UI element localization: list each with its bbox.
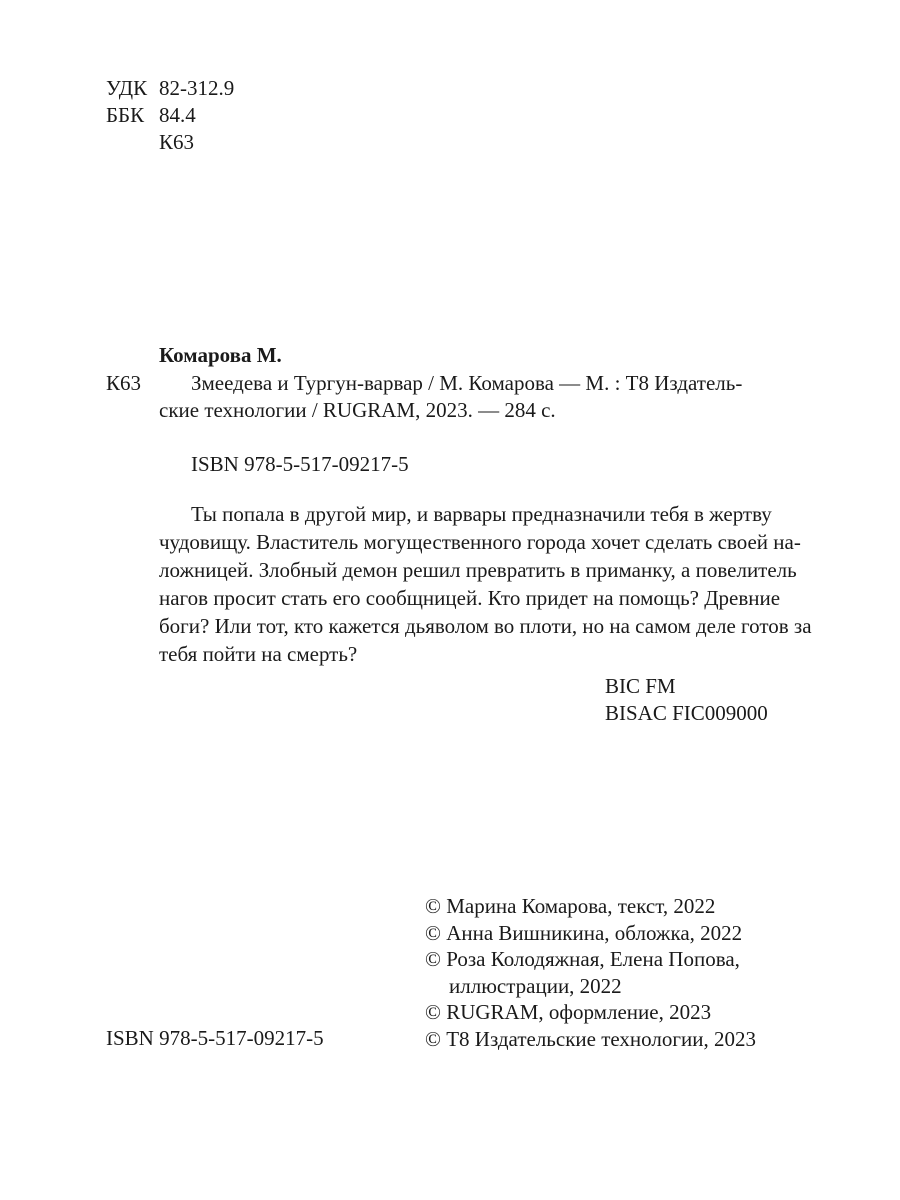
annotation-line: ложницей. Злобный демон решил превратить в приманку, а повелитель	[159, 558, 797, 582]
annotation-line: нагов просит стать его сообщницей. Кто придет на помощь? Древние	[159, 586, 781, 610]
copyright-line: © Марина Комарова, текст, 2022	[425, 894, 716, 918]
bibliographic-entry	[159, 370, 764, 424]
udk-label: УДК	[106, 76, 148, 100]
bic-code: BIC FM	[605, 674, 676, 698]
bbk-value: 84.4	[159, 103, 196, 127]
annotation-line: чудовищу. Властитель могущественного города хочет сделать своей на-	[159, 530, 801, 554]
copyright-line: © RUGRAM, оформление, 2023	[425, 1000, 712, 1024]
bisac-code: BISAC FIC009000	[605, 701, 768, 725]
entry-line: ские технологии / RUGRAM, 2023. — 284 с.	[159, 398, 556, 422]
entry-mark: К63	[106, 371, 142, 395]
entry-isbn: ISBN 978-5-517-09217-5	[191, 452, 409, 476]
copyright-line: © Роза Колодяжная, Елена Попова,	[425, 947, 740, 971]
copyright-line: иллюстрации, 2022	[449, 973, 622, 998]
copyright-line: © Т8 Издательские технологии, 2023	[425, 1026, 756, 1051]
copyright-block	[425, 893, 756, 1052]
footer-isbn: ISBN 978-5-517-09217-5	[106, 1026, 324, 1050]
copyright-line: © Анна Вишникина, обложка, 2022	[425, 920, 743, 945]
subject-codes	[605, 673, 768, 727]
annotation	[159, 500, 812, 668]
author-name: Комарова М.	[159, 343, 282, 367]
annotation-line: боги? Или тот, кто кажется дьяволом во плоти, но на самом деле готов за	[159, 614, 812, 638]
author-mark: К63	[159, 130, 195, 154]
bbk-label: ББК	[106, 103, 145, 127]
entry-line: Змеедева и Тургун-варвар / М. Комарова — М. : Т8 Издатель-	[191, 371, 743, 395]
annotation-line: тебя пойти на смерть?	[159, 642, 358, 666]
annotation-line: Ты попала в другой мир, и варвары предназначили тебя в жертву	[191, 502, 772, 526]
udk-value: 82-312.9	[159, 76, 235, 100]
